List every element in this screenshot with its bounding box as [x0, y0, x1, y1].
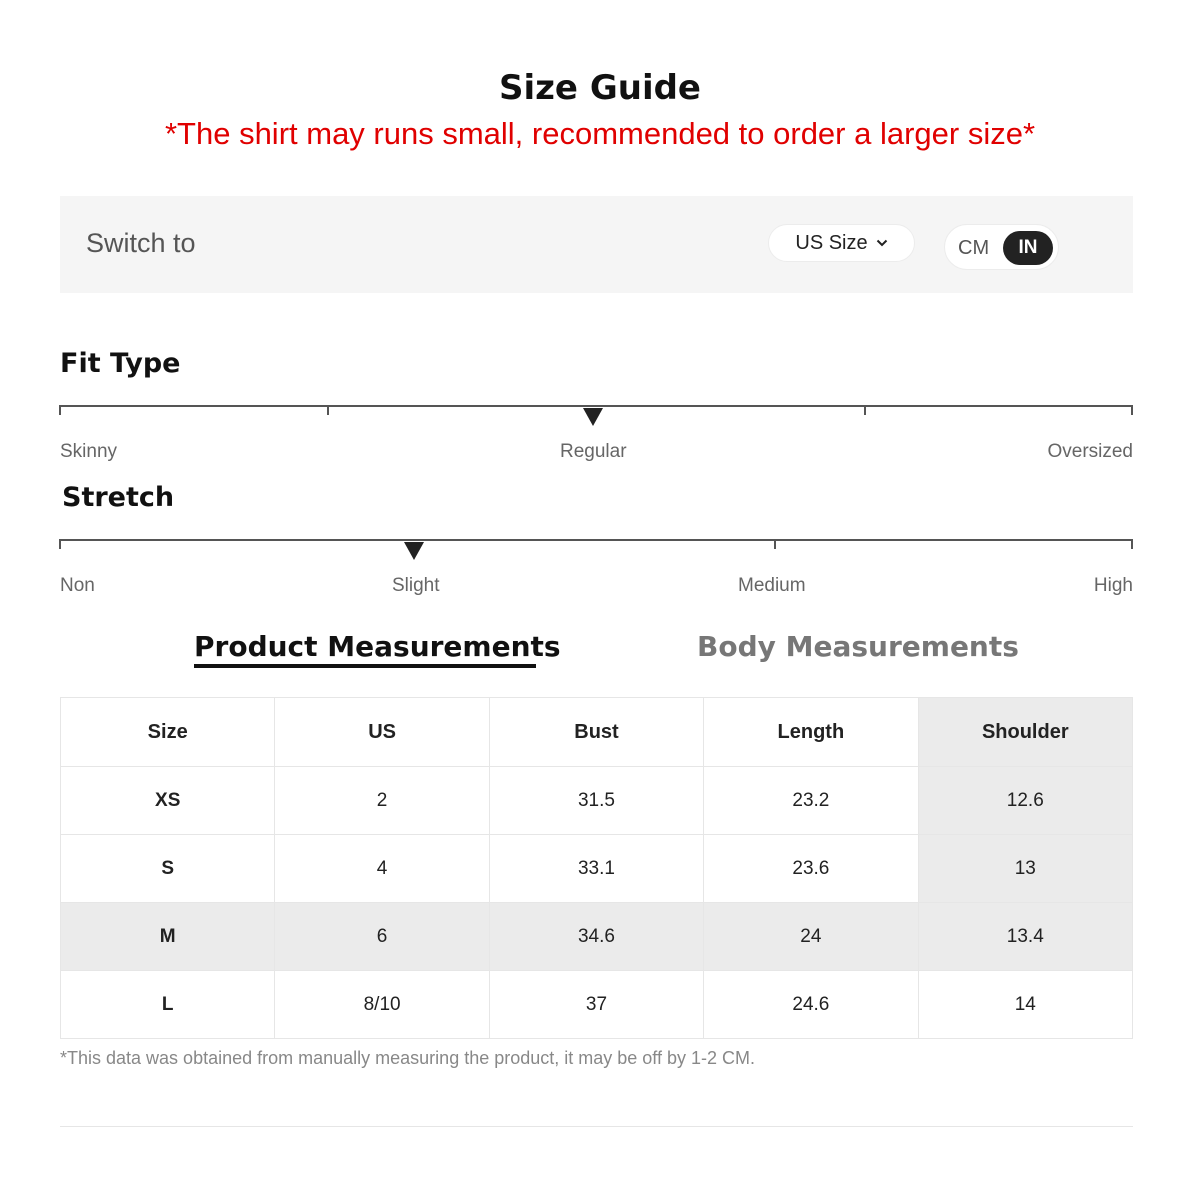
stretch-marker-icon — [404, 542, 424, 560]
stretch-tick — [1131, 539, 1133, 549]
unit-option-in[interactable]: IN — [1003, 231, 1053, 265]
fit-type-tick — [59, 405, 61, 415]
table-cell: 14 — [918, 971, 1132, 1039]
fit-type-marker-icon — [583, 408, 603, 426]
table-row-highlighted — [61, 903, 1133, 971]
stretch-tick — [59, 539, 61, 549]
stretch-scale-line — [60, 539, 1133, 541]
stretch-title: Stretch — [62, 482, 175, 513]
table-cell: 8/10 — [275, 971, 489, 1039]
table-cell: 23.6 — [704, 835, 918, 903]
switch-label: Switch to — [86, 228, 196, 258]
fit-type-title: Fit Type — [60, 348, 181, 379]
fit-type-tick — [864, 405, 866, 415]
table-cell: L — [61, 971, 275, 1039]
table-cell: M — [61, 903, 275, 971]
page-title: Size Guide — [499, 68, 701, 108]
table-cell: 24 — [704, 903, 918, 971]
stretch-label-high: High — [1093, 575, 1133, 596]
table-cell: 31.5 — [489, 767, 703, 835]
tab-body-measurements[interactable]: Body Measurements — [697, 630, 1019, 663]
table-cell: 34.6 — [489, 903, 703, 971]
table-cell: 4 — [275, 835, 489, 903]
fit-type-label-skinny: Skinny — [60, 441, 118, 462]
size-system-value: US Size — [795, 231, 868, 254]
tab-product-measurements[interactable]: Product Measurements — [194, 630, 561, 663]
stretch-label-non: Non — [60, 575, 95, 596]
fit-type-tick — [1131, 405, 1133, 415]
unit-option-cm[interactable]: CM — [958, 237, 990, 259]
size-system-dropdown[interactable] — [768, 224, 915, 262]
active-tab-underline — [194, 664, 536, 668]
bottom-divider — [60, 1126, 1133, 1127]
stretch-label-medium: Medium — [738, 575, 806, 596]
fit-type-label-oversized: Oversized — [1047, 441, 1133, 462]
table-cell: 24.6 — [704, 971, 918, 1039]
measurement-footnote: *This data was obtained from manually measuring the product, it may be off by 1-2 CM. — [60, 1048, 756, 1068]
chevron-down-icon — [876, 237, 888, 249]
fit-type-label-regular: Regular — [560, 441, 627, 462]
table-cell: 13.4 — [918, 903, 1132, 971]
table-cell: 12.6 — [918, 767, 1132, 835]
table-cell: 13 — [918, 835, 1132, 903]
stretch-label-slight: Slight — [392, 575, 440, 596]
table-row — [61, 767, 1133, 835]
table-cell: 6 — [275, 903, 489, 971]
size-warning: *The shirt may runs small, recommended to order a larger size* — [164, 116, 1036, 151]
table-row — [61, 971, 1133, 1039]
column-header-size: Size — [61, 698, 275, 767]
table-cell: 37 — [489, 971, 703, 1039]
table-row — [61, 835, 1133, 903]
column-header-bust: Bust — [489, 698, 703, 767]
size-table — [60, 697, 1133, 1039]
table-cell: 23.2 — [704, 767, 918, 835]
fit-type-tick — [327, 405, 329, 415]
fit-type-scale-line — [60, 405, 1133, 407]
table-cell: XS — [61, 767, 275, 835]
table-cell: S — [61, 835, 275, 903]
table-cell: 33.1 — [489, 835, 703, 903]
table-cell: 2 — [275, 767, 489, 835]
table-header-row — [61, 698, 1133, 767]
column-header-us: US — [275, 698, 489, 767]
stretch-tick — [774, 539, 776, 549]
column-header-length: Length — [704, 698, 918, 767]
column-header-shoulder: Shoulder — [918, 698, 1132, 767]
